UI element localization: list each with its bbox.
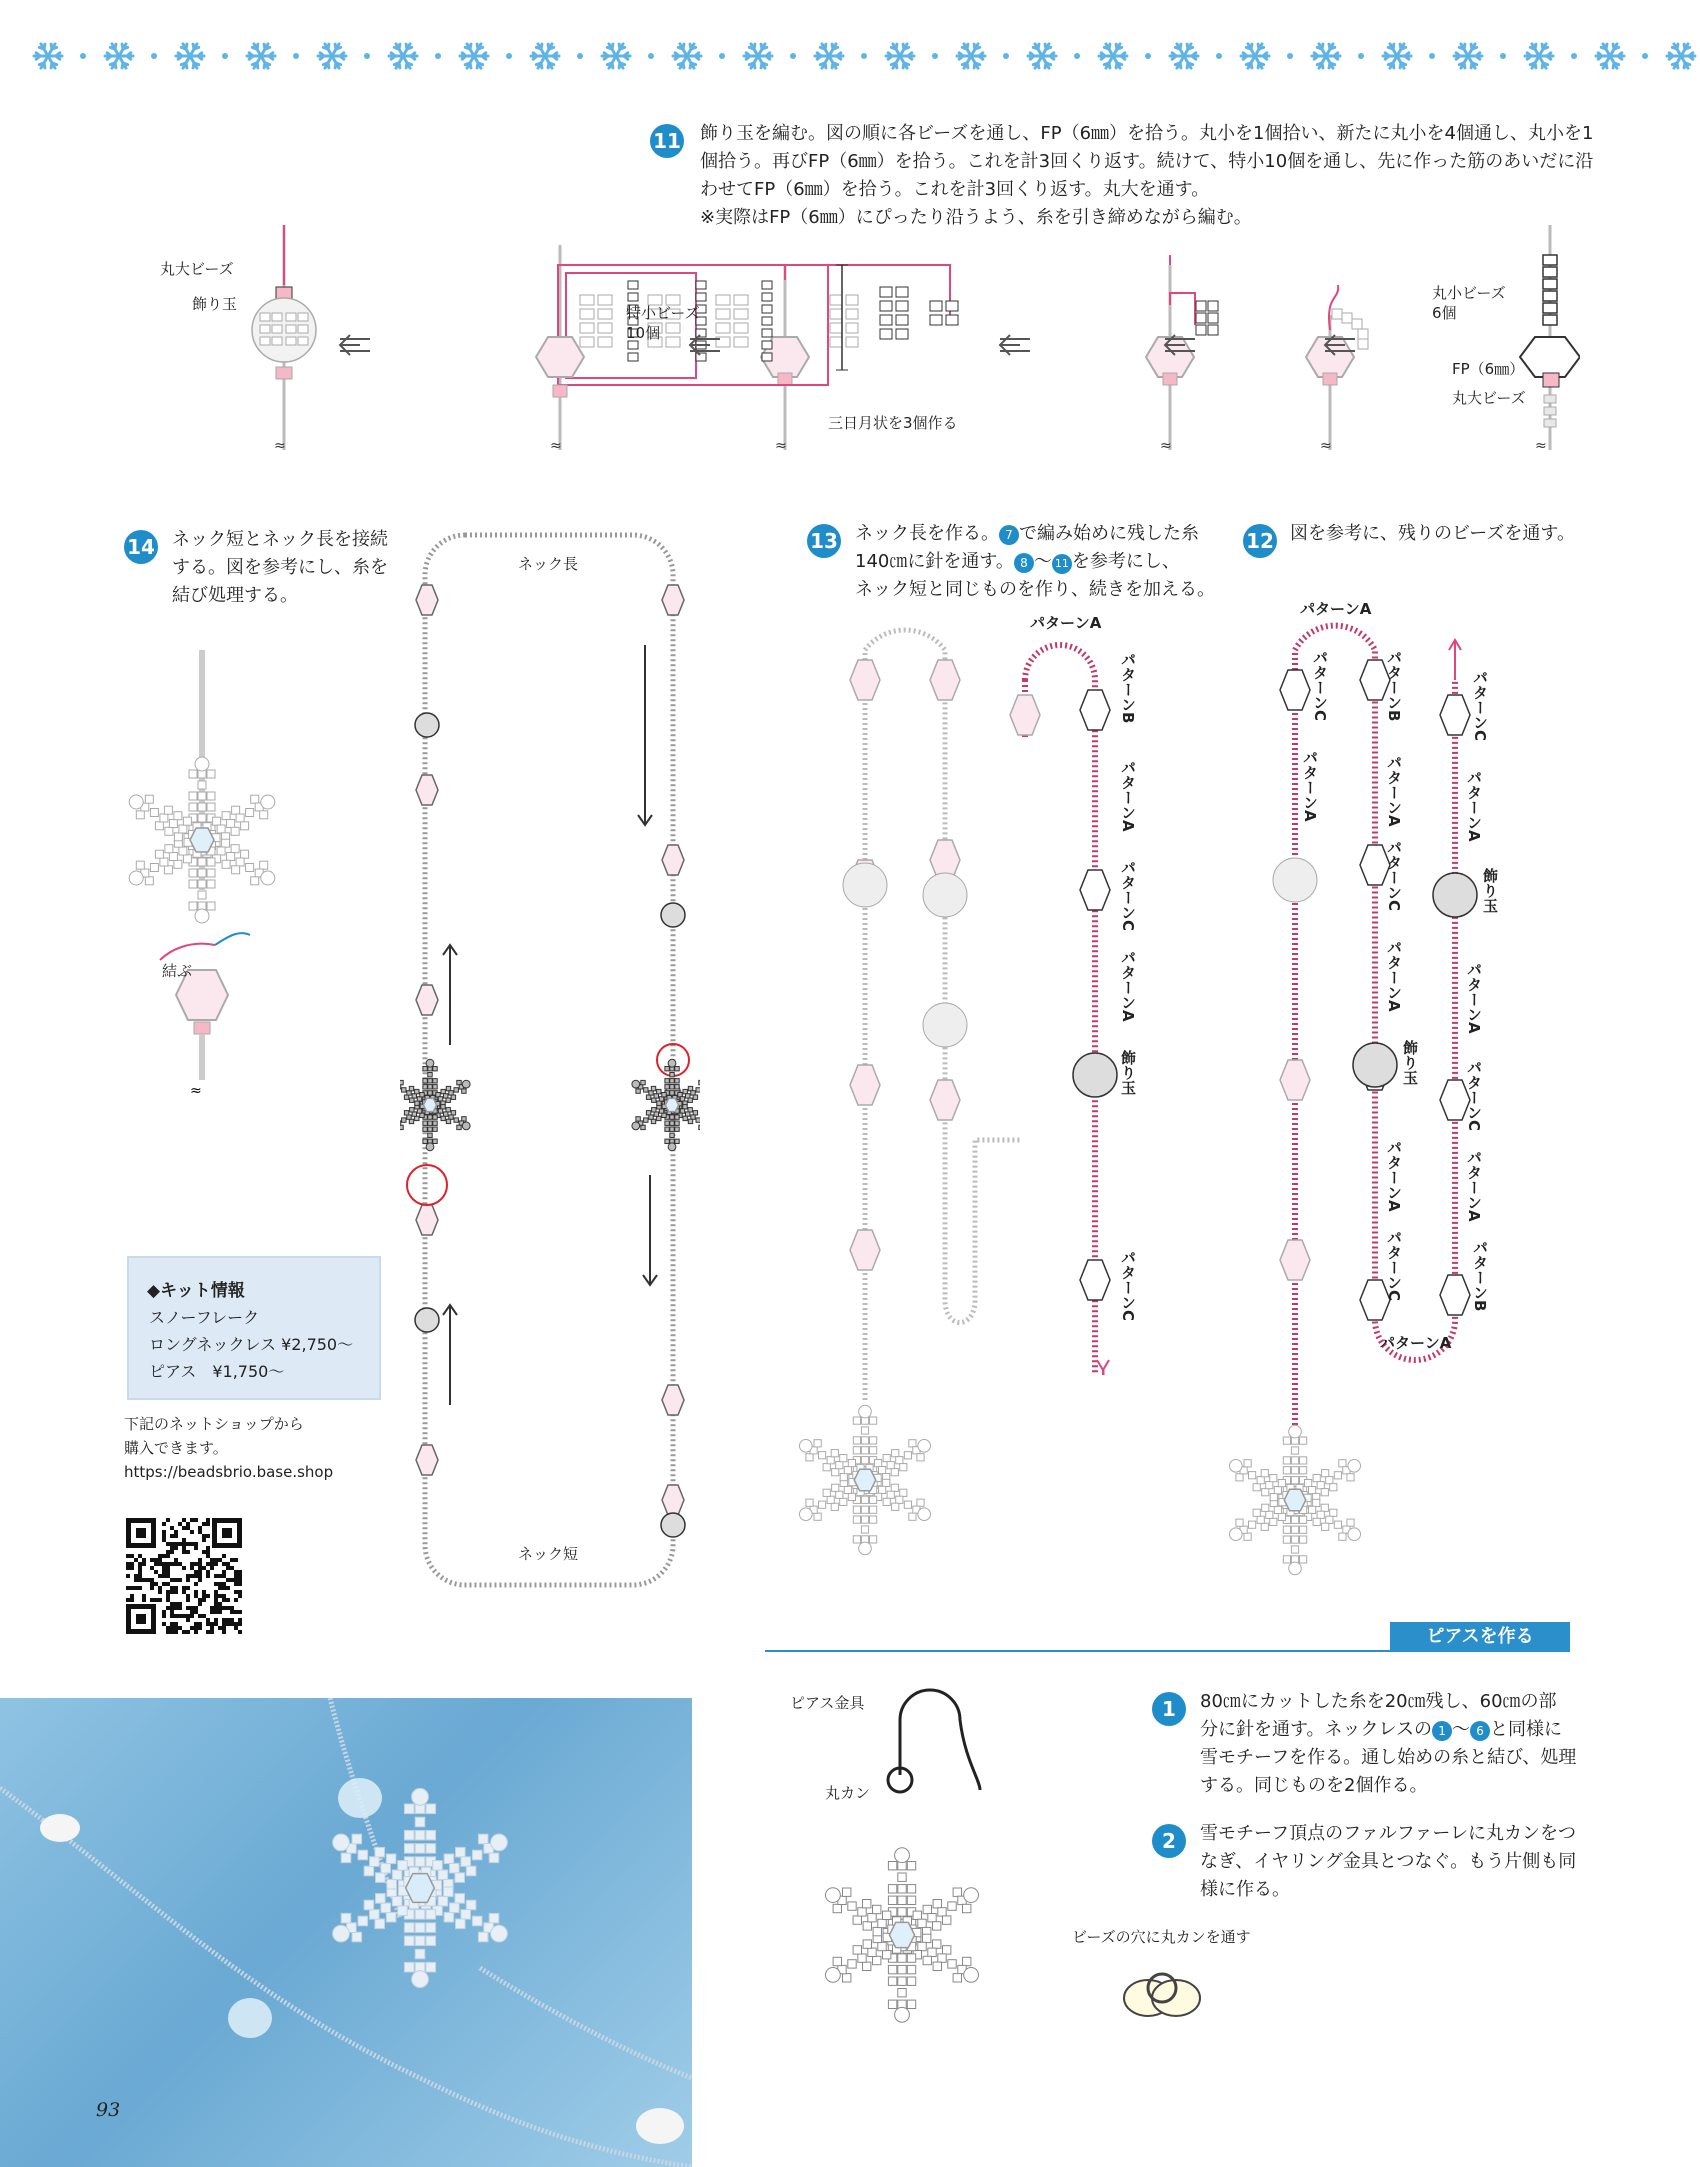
snowflake-icon [602,44,630,68]
earring-step-2-badge: 2 [1152,1824,1186,1858]
snowflake-icon [886,44,914,68]
jump-ring-bead-icon [1118,1960,1208,2030]
earring-step-1-line-1: 80㎝にカットした糸を20㎝残し、60㎝の部 [1200,1691,1557,1712]
label-marudai-bead-2: 丸大ビーズ [1452,389,1526,407]
snowflake-icon [176,44,204,68]
earring-step-2-line-2: なぎ、イヤリング金具とつなぐ。もう片側も同 [1200,1851,1577,1872]
step-13-text-2b: を参考にし、 [1071,551,1180,572]
snowflake-icon [105,44,133,68]
label-neck-long: ネック長 [518,555,579,573]
label-13-pattern-b: パターンB [1119,652,1137,724]
step-12-text: 図を参考に、残りのビーズを通す。 [1290,523,1575,544]
step-14-text-3: 結び処理する。 [172,585,298,606]
shop-text-2: 購入できます。 [124,1439,228,1457]
snowflake-icon [957,44,985,68]
snowflake-icon [1383,44,1411,68]
arrow-left-5 [340,335,370,355]
label-12-pattern-c-right-1: パターンC [1471,670,1489,742]
stage-2 [1306,285,1368,454]
earring-step-1-tilde: ～ [1452,1719,1471,1740]
earring-step-1-line-4: する。同じものを2個作る。 [1200,1775,1428,1796]
step-14-text-1: ネック短とネック長を接続 [172,529,388,550]
earring-diagram [780,1680,1080,2100]
label-12-pattern-c-mid-2: パターンC [1385,1230,1403,1302]
stage-6 [252,225,316,454]
label-13-pattern-a-2: パターンA [1119,950,1137,1022]
necklace-photo-illustration [0,1698,692,2167]
label-ring-note: ビーズの穴に丸カンを通す [1072,1928,1251,1946]
snowflake-icon [460,44,488,68]
step-13-text-3: ネック短と同じものを作り、続きを加える。 [855,579,1215,600]
ref-step-8: 8 [1014,553,1034,573]
step-13-badge: 13 [807,524,841,558]
ref-step-7: 7 [999,525,1019,545]
stage-1 [1520,225,1580,454]
label-13-kazaridama: 飾り玉 [1119,1050,1137,1095]
label-kazaridama: 飾り玉 [192,295,238,313]
label-12-pattern-a-right-2: パターンA [1465,962,1483,1034]
stage-3 [1146,255,1218,454]
svg-text:≈: ≈ [550,438,562,454]
label-marudai-bead: 丸大ビーズ [160,260,234,278]
shop-url[interactable]: https://beadsbrio.base.shop [124,1463,334,1481]
snowflake-border [0,34,1700,84]
arrow-left-1 [1325,335,1355,355]
label-12-pattern-a-right-1: パターンA [1465,770,1483,842]
kit-line-1: スノーフレーク [149,1308,260,1327]
step-13-text-2a: 140㎝に針を通す。 [855,551,1014,572]
step-11-text-3: わせてFP（6㎜）を拾う。これを計3回くり返す。丸大を通す。 [700,179,1210,200]
snowflake-icon [1596,44,1624,68]
label-12-pattern-a-mid-1: パターンA [1385,755,1403,827]
step-13-tilde: ～ [1033,551,1052,572]
step-13-text-1b: で編み始めに残した糸 [1019,523,1199,544]
svg-text:≈: ≈ [1320,438,1332,454]
ref-step-11: 11 [1052,554,1072,574]
earring-step-1-line-2 [1200,1716,1562,1744]
label-marusho-count: 6個 [1432,304,1457,322]
earring-step-1-line-2a: 分に針を通す。ネックレスの [1200,1719,1433,1740]
svg-text:≈: ≈ [775,438,787,454]
section-title-earring: ピアスを作る [1390,1622,1570,1652]
step-13-text-1a: ネック長を作る。 [855,523,999,544]
earring-step-1-badge: 1 [1152,1692,1186,1726]
arrow-left-2 [1165,335,1195,355]
label-earring-hook: ピアス金具 [790,1694,865,1712]
label-12-kazaridama-mid: 飾り玉 [1401,1040,1419,1085]
shop-text-1: 下記のネットショップから [124,1415,304,1433]
snowflake-icon [389,44,417,68]
label-12-pattern-a-mid-3: パターンA [1385,1140,1403,1212]
snowflake-icon [1667,44,1695,68]
snowflake-icon [1241,44,1269,68]
snowflake-icon [1099,44,1127,68]
label-12-pattern-a-bottom: パターンA [1380,1334,1452,1352]
label-12-pattern-b-right: パターンB [1471,1240,1489,1312]
label-13-pattern-a-top: パターンA [1030,614,1102,632]
ref-step-1: 1 [1432,1721,1452,1741]
label-tokusho-bead: 特小ビーズ [626,304,700,322]
earring-step-2-line-1: 雪モチーフ頂点のファルファーレに丸カンをつ [1200,1823,1577,1844]
step-14-snowflake-diagram [90,650,320,1100]
earring-step-2-line-3: 様に作る。 [1200,1879,1290,1900]
kit-line-3: ピアス ¥1,750～ [149,1362,285,1381]
label-12-pattern-a-left: パターンA [1301,750,1319,822]
label-12-pattern-c-left: パターンC [1311,650,1329,722]
page-number: 93 [96,2099,121,2121]
snowflake-icon [1454,44,1482,68]
snowflake-icon [247,44,275,68]
kit-title: ◆キット情報 [147,1281,245,1301]
label-12-pattern-a-top: パターンA [1300,600,1372,618]
label-12-pattern-b-mid: パターンB [1385,650,1403,722]
snowflake-icon [1312,44,1340,68]
snowflake-icon [1170,44,1198,68]
step-14-text-2: する。図を参考にし、糸を [172,557,388,578]
step-13-text-2 [855,548,1180,576]
snowflake-icon [815,44,843,68]
svg-text:≈: ≈ [274,438,286,454]
snowflake-icon [318,44,346,68]
label-13-pattern-c-1: パターンC [1119,860,1137,932]
step-14-badge: 14 [124,530,158,564]
label-jump-ring: 丸カン [825,1784,871,1802]
step-13-text-1 [855,520,1199,548]
label-13-pattern-a-1: パターンA [1119,760,1137,832]
label-fp: FP（6㎜） [1452,360,1525,378]
snowflake-icon [531,44,559,68]
arrow-left-3 [1000,335,1030,355]
qr-code-icon[interactable] [126,1518,242,1634]
svg-text:≈: ≈ [1160,438,1172,454]
kit-line-2: ロングネックレス ¥2,750～ [149,1335,354,1354]
necklace-loop-diagram [400,525,700,1600]
snowflake-icon [1028,44,1056,68]
label-neck-short: ネック短 [518,1545,579,1563]
label-12-pattern-c-right-2: パターンC [1465,1060,1483,1132]
svg-text:≈: ≈ [1535,438,1547,454]
step-11-badge: 11 [650,124,684,158]
label-12-kazaridama-right: 飾り玉 [1481,868,1499,913]
earring-step-1-line-3: 雪モチーフを作る。通し始めの糸と結び、処理 [1200,1747,1577,1768]
ref-step-6: 6 [1470,1721,1490,1741]
label-12-pattern-a-right-3: パターンA [1465,1150,1483,1222]
label-musubu: 結ぶ [162,962,193,980]
label-crescent-note: 三日月状を3個作る [828,414,958,432]
step-12-badge: 12 [1243,524,1277,558]
snowflake-icon [673,44,701,68]
label-12-pattern-c-mid: パターンC [1385,840,1403,912]
svg-text:≈: ≈ [190,1083,202,1099]
step-13-diagram [780,600,1180,1620]
label-marusho-bead: 丸小ビーズ [1432,284,1506,302]
label-12-pattern-a-mid-2: パターンA [1385,940,1403,1012]
step-11-text-2: 個拾う。再びFP（6㎜）を拾う。これを計3回くり返す。続けて、特小10個を通し、先に作った筋のあいだに沿 [700,151,1594,172]
label-13-pattern-c-2: パターンC [1119,1250,1137,1322]
product-photo [0,1698,692,2167]
snowflake-icon [34,44,62,68]
step-11-text-1: 飾り玉を編む。図の順に各ビーズを通し、FP（6㎜）を拾う。丸小を1個拾い、新たに丸小を4個通し、丸小を1 [700,123,1594,144]
kit-info-box [127,1256,381,1400]
snowflake-icon [1525,44,1553,68]
earring-step-1-line-2b: と同様に [1490,1719,1563,1740]
snowflake-icon [744,44,772,68]
step-11-note: ※実際はFP（6㎜）にぴったり沿うよう、糸を引き締めながら編む。 [700,207,1252,228]
label-tokusho-count: 10個 [626,324,661,342]
